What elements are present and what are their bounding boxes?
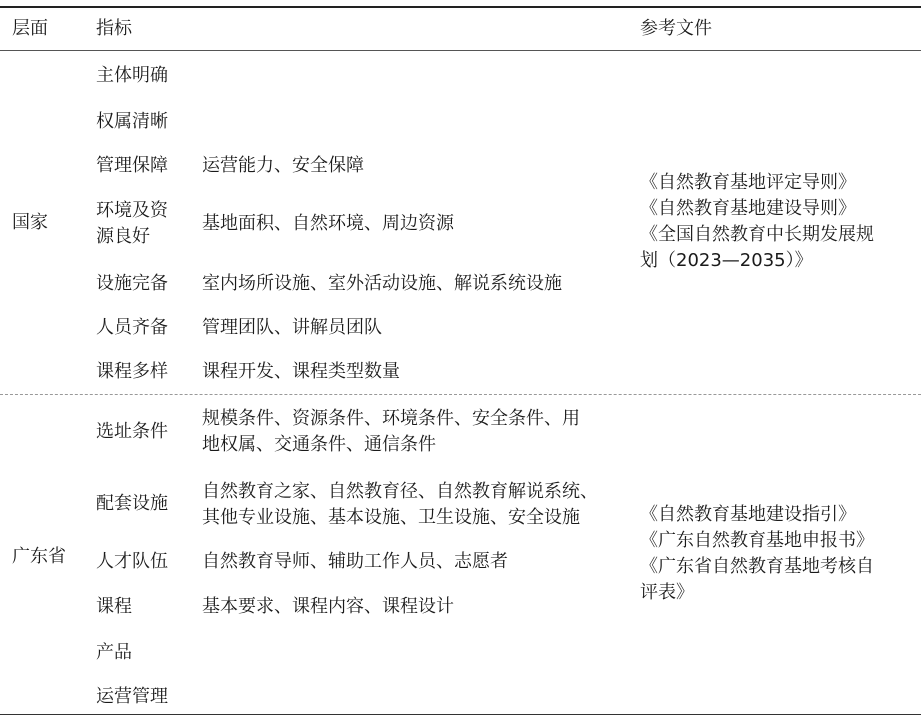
gd-reference-2: 《广东自然教育基地申报书》 (640, 530, 874, 551)
gd-detail-1a: 规模条件、资源条件、环境条件、安全条件、用 (202, 408, 580, 429)
gd-reference-1: 《自然教育基地建设指引》 (640, 504, 856, 525)
gd-indicator-2: 配套设施 (96, 493, 168, 514)
national-indicator-4b: 源良好 (96, 226, 150, 247)
gd-detail-4: 基本要求、课程内容、课程设计 (202, 596, 454, 617)
national-indicator-5: 设施完备 (96, 273, 168, 294)
national-indicator-2: 权属清晰 (96, 111, 168, 132)
gd-indicator-4: 课程 (96, 596, 132, 617)
national-detail-3: 运营能力、安全保障 (202, 155, 364, 176)
gd-detail-2a: 自然教育之家、自然教育径、自然教育解说系统、 (202, 481, 598, 502)
national-indicator-4a: 环境及资 (96, 200, 168, 221)
national-reference-3: 《全国自然教育中长期发展规 (640, 224, 874, 245)
gd-indicator-5: 产品 (96, 642, 132, 663)
gd-indicator-6: 运营管理 (96, 686, 168, 707)
gd-detail-1b: 地权属、交通条件、通信条件 (202, 434, 436, 455)
table-bottom-rule (0, 714, 921, 715)
header-level: 层面 (12, 18, 48, 39)
national-indicator-7: 课程多样 (96, 361, 168, 382)
gd-indicator-1: 选址条件 (96, 421, 168, 442)
national-indicator-3: 管理保障 (96, 155, 168, 176)
national-indicator-1: 主体明确 (96, 65, 168, 86)
level-national: 国家 (12, 212, 48, 233)
header-indicator: 指标 (96, 18, 132, 39)
header-rule (0, 50, 921, 51)
national-detail-6: 管理团队、讲解员团队 (202, 317, 382, 338)
national-detail-4: 基地面积、自然环境、周边资源 (202, 213, 454, 234)
section-divider (0, 394, 921, 395)
gd-detail-3: 自然教育导师、辅助工作人员、志愿者 (202, 551, 508, 572)
table-top-rule (0, 6, 921, 8)
gd-indicator-3: 人才队伍 (96, 551, 168, 572)
national-detail-5: 室内场所设施、室外活动设施、解说系统设施 (202, 273, 562, 294)
level-guangdong: 广东省 (12, 546, 66, 567)
national-reference-4: 划（2023—2035）》 (640, 250, 813, 271)
header-reference: 参考文件 (640, 18, 712, 39)
gd-reference-4: 评表》 (640, 582, 694, 603)
national-indicator-6: 人员齐备 (96, 317, 168, 338)
national-reference-2: 《自然教育基地建设导则》 (640, 198, 856, 219)
gd-reference-3: 《广东省自然教育基地考核自 (640, 556, 874, 577)
gd-detail-2b: 其他专业设施、基本设施、卫生设施、安全设施 (202, 507, 580, 528)
national-detail-7: 课程开发、课程类型数量 (202, 361, 400, 382)
national-reference-1: 《自然教育基地评定导则》 (640, 172, 856, 193)
